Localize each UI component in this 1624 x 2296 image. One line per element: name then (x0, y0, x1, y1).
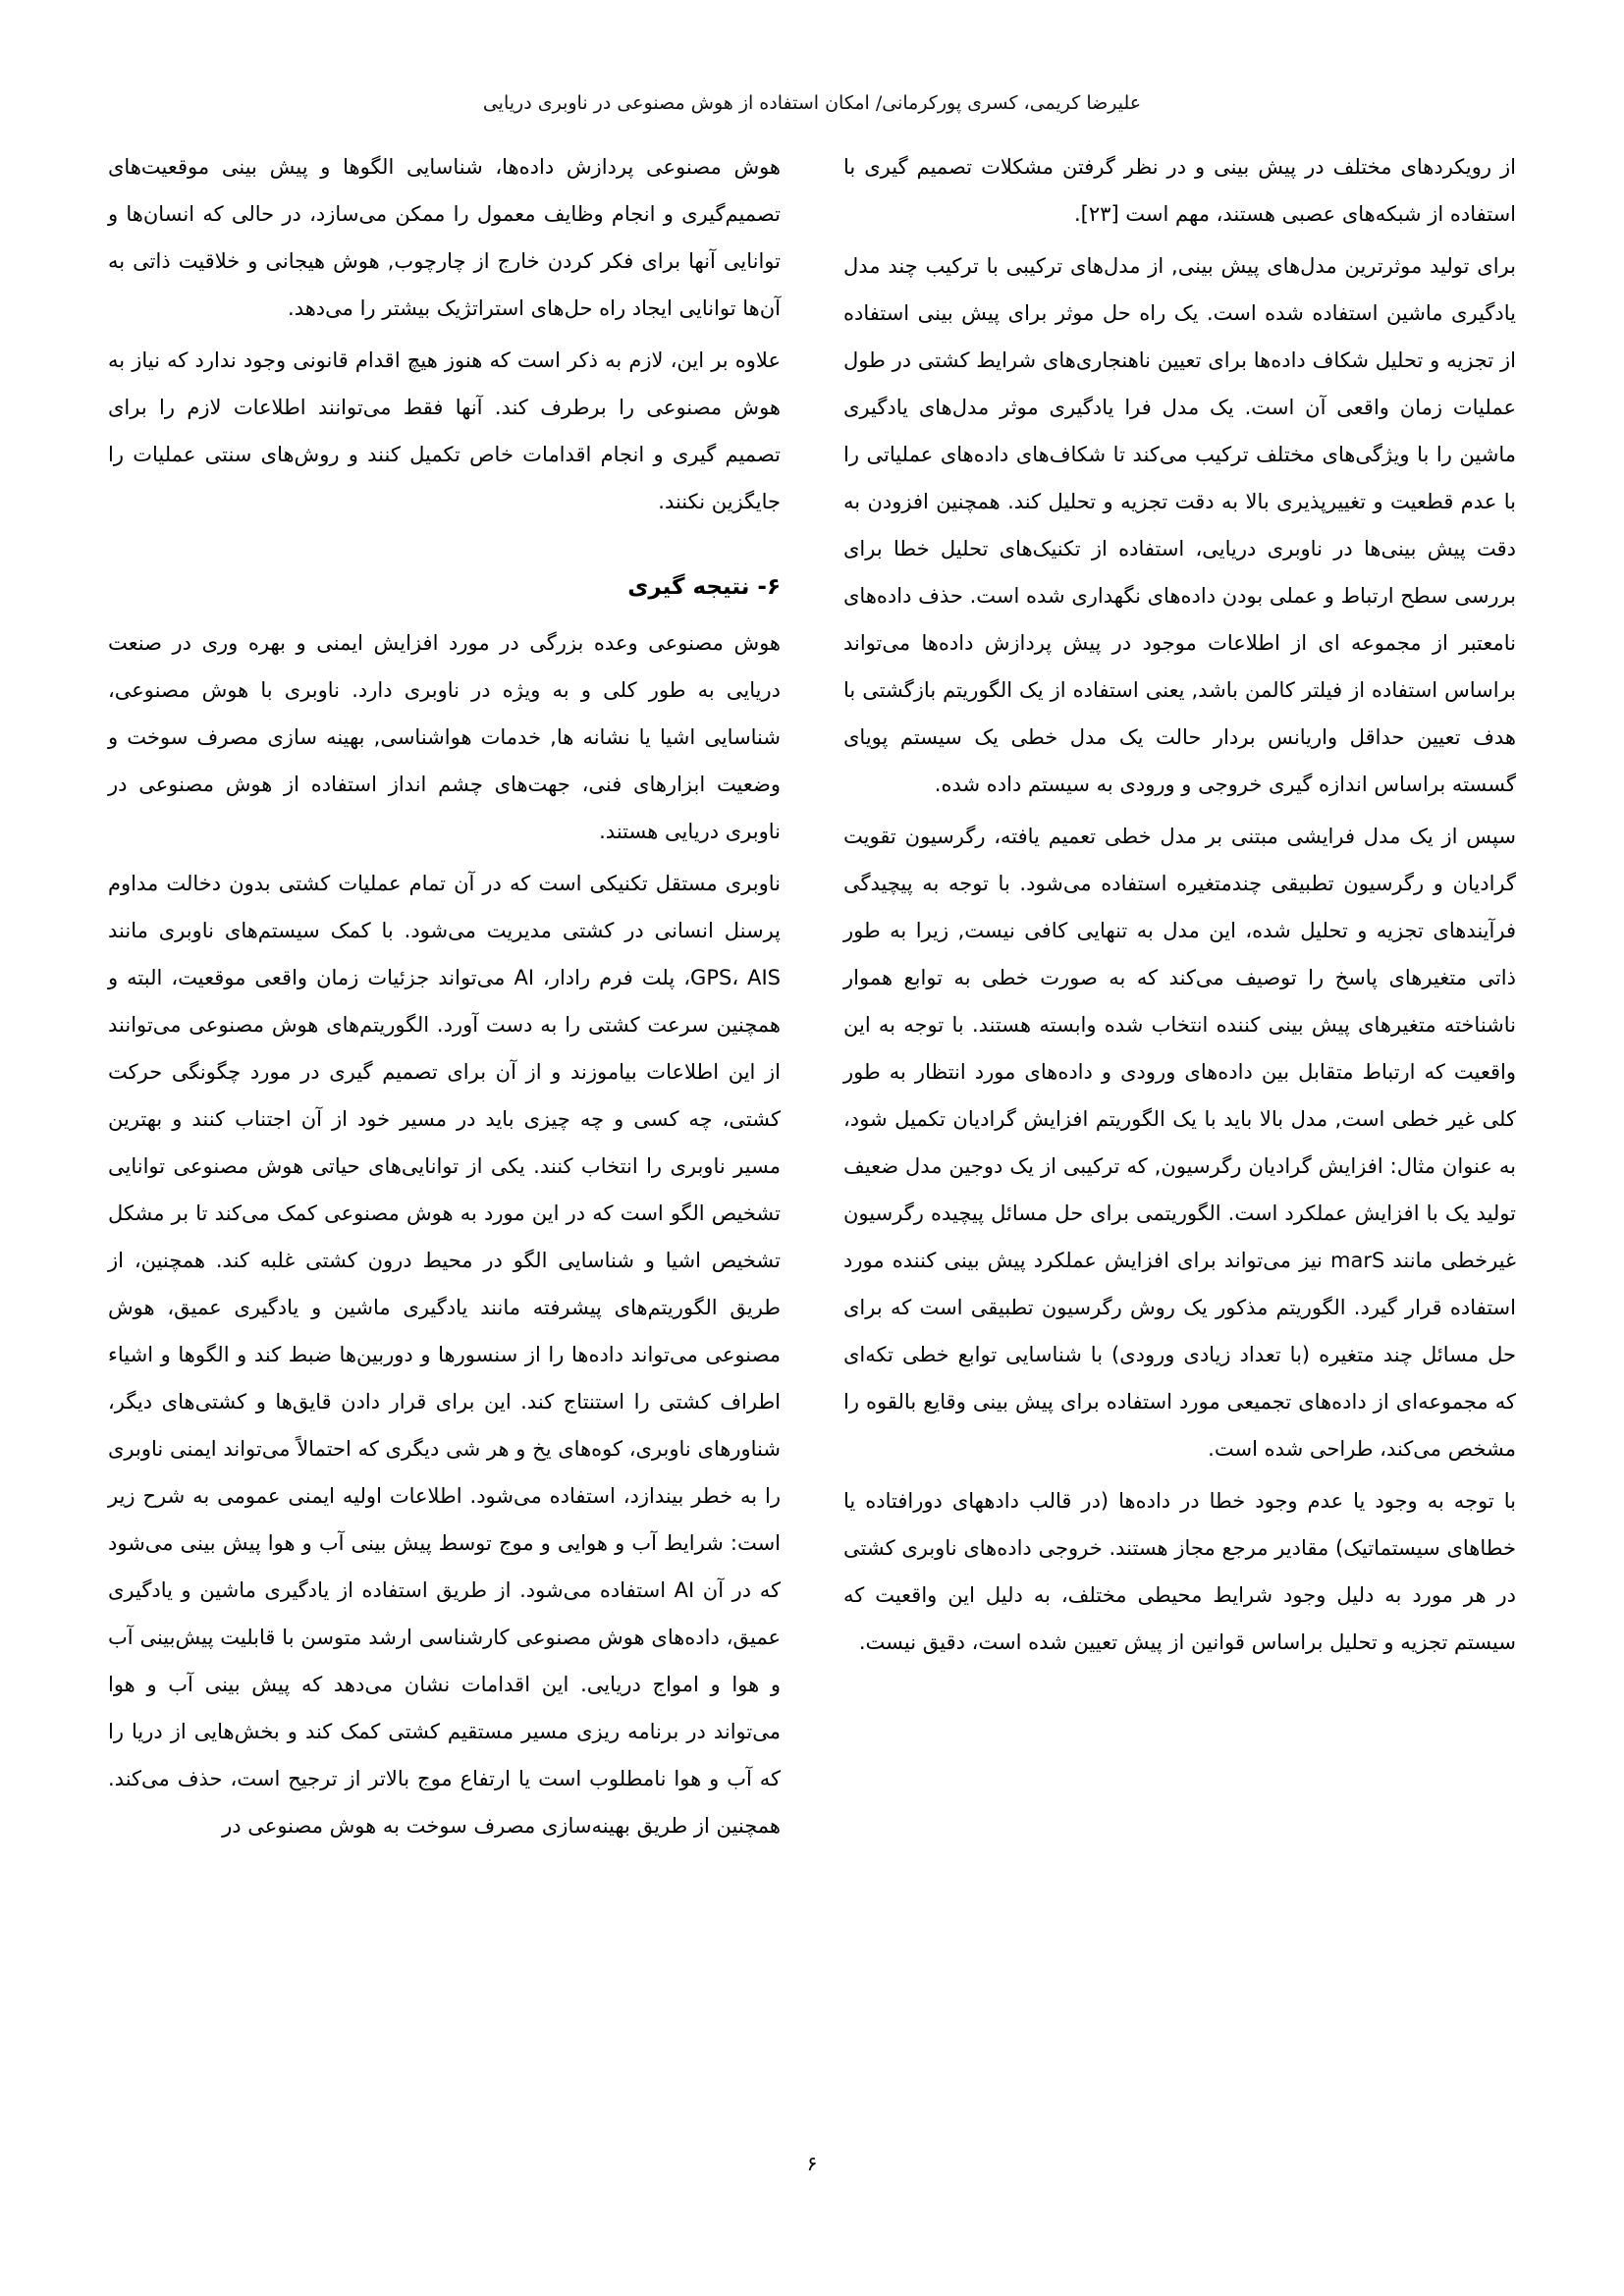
column-left (108, 143, 781, 1854)
paragraph: هوش مصنوعی وعده بزرگی در مورد افزایش ایمنی و بهره وری در صنعت دریایی به طور کلی و به ویژه در ناوبری دارد. ناوبری با هوش مصنوعی، شناسایی اشیا یا نشانه ها, خدمات هواشناسی, بهینه سازی مصرف سوخت و وضعیت ابزارهای فنی، جهت‌های چشم انداز استفاده از هوش مصنوعی در ناوبری دریایی هستند. (108, 631, 781, 843)
page-number: ۶ (806, 2152, 818, 2175)
running-header: علیرضا کریمی، کسری پورکرمانی/ امکان استفاده از هوش مصنوعی در ناوبری دریایی (482, 92, 1142, 114)
paragraph: علاوه بر این، لازم به ذکر است که هنوز هیچ اقدام قانونی وجود ندارد که نیاز به هوش مصنوعی را برطرف کند. آنها فقط می‌توانند اطلاعات لازم را برای تصمیم گیری و انجام اقدامات خاص تکمیل کنند و روش‌های سنتی عملیات را جایگزین نکنند. (108, 348, 781, 513)
column-right (843, 143, 1516, 1854)
paragraph: سپس از یک مدل فرایشی مبتنی بر مدل خطی تعمیم یافته، رگرسیون تقویت گرادیان و رگرسیون تطبیقی چندمتغیره استفاده می‌شود. با توجه به پیچیدگی فرآیندهای تجزیه و تحلیل شده، این مدل به تنهایی کافی نیست, زیرا به طور ذاتی متغیرهای پاسخ را توصیف می‌کند که به صورت خطی به توابع هموار ناشناخته متغیرهای پیش بینی کننده انتخاب شده وابسته هستند. با توجه به این واقعیت که ارتباط متقابل بین داده‌های ورودی و داده‌های مورد انتظار به طور کلی غیر خطی است, مدل بالا باید با یک الگوریتم افزایش گرادیان تکمیل شود، به عنوان مثال: افزایش گرادیان رگرسیون, که ترکیبی از یک دوجین مدل ضعیف تولید یک با افزایش عملکرد است. الگوریتمی برای حل مسائل پیچیده رگرسیون غیرخطی مانند marS نیز می‌تواند برای افزایش عملکرد پیش بینی کننده مورد استفاده قرار گیرد. الگوریتم مذکور یک روش رگرسیون تطبیقی است که برای حل مسائل چند متغیره (با تعداد زیادی ورودی) با شناسایی توابع خطی تکه‌ای که مجموعه‌ای از داده‌های تجمیعی مورد استفاده برای پیش بینی وقایع بالقوه را مشخص می‌کند، طراحی شده است. (843, 825, 1516, 1461)
paragraph: ناوبری مستقل تکنیکی است که در آن تمام عملیات کشتی بدون دخالت مداوم پرسنل انسانی در کشتی مدیریت می‌شود. با کمک سیستم‌های ناوبری مانند GPS، AIS، پلت فرم رادار، AI می‌تواند جزئیات زمان واقعی موقعیت، البته و همچنین سرعت کشتی را به دست آورد. الگوریتم‌های هوش مصنوعی می‌توانند از این اطلاعات بیاموزند و از آن برای تصمیم گیری در مورد چگونگی حرکت کشتی، چه کسی و چه چیزی باید در مسیر خود از آن اجتناب کنند و بهترین مسیر ناوبری را انتخاب کنند. یکی از توانایی‌های حیاتی هوش مصنوعی توانایی تشخیص الگو است که در این مورد به هوش مصنوعی کمک می‌کند تا بر مشکل تشخیص اشیا و شناسایی الگو در محیط درون کشتی غلبه کند. همچنین، از طریق الگوریتم‌های پیشرفته مانند یادگیری ماشین و یادگیری عمیق، هوش مصنوعی می‌تواند داده‌ها را از سنسورها و دوربین‌ها ضبط کند و الگوها و اشیاء اطراف کشتی را استنتاج کند. این برای قرار دادن قایق‌ها و کشتی‌های دیگر، شناورهای ناوبری، کوه‌های یخ و هر شی دیگری که احتمالاً می‌تواند ایمنی ناوبری را به خطر بیندازد، استفاده می‌شود. اطلاعات اولیه ایمنی عمومی به شرح زیر است: شرایط آب و هوایی و موج توسط پیش بینی آب و هوا پیش بینی می‌شود که در آن AI استفاده می‌شود. از طریق استفاده از یادگیری ماشین و یادگیری عمیق، داده‌های هوش مصنوعی کارشناسی ارشد متوسن با قابلیت پیش‌بینی آب و هوا و امواج دریایی. این اقدامات نشان می‌دهد که پیش بینی آب و هوا می‌تواند در برنامه ریزی مسیر مستقیم کشتی کمک کند و بخش‌هایی از دریا را که آب و هوا نامطلوب است یا ارتفاع موج بالاتر از ترجیح است، حذف می‌کند. همچنین از طریق بهینه‌سازی مصرف سوخت به هوش مصنوعی در (108, 872, 782, 1838)
paragraph: هوش مصنوعی پردازش داده‌ها، شناسایی الگوها و پیش بینی موقعیت‌های تصمیم‌گیری و انجام وظایف معمول را ممکن می‌سازد، در حالی که انسان‌ها و توانایی آنها برای فکر کردن خارج از چارچوب, هوش هیجانی و خلاقیت ذاتی به آن‌ها توانایی ایجاد راه حل‌های استراتژیک بیشتر را می‌دهد. (108, 155, 781, 320)
two-column-body (108, 143, 1516, 1854)
section-heading-conclusion: ۶- نتیجه گیری (627, 574, 781, 600)
paragraph: برای تولید موثرترین مدل‌های پیش بینی, از مدل‌های ترکیبی با ترکیب چند مدل یادگیری ماشین استفاده شده است. یک راه حل موثر برای پیش بینی استفاده از تجزیه و تحلیل شکاف داده‌ها برای تعیین ناهنجاری‌های شرایط کشتی در طول عملیات زمان واقعی آن است. یک مدل فرا یادگیری موثر مدل‌های یادگیری ماشین را با ویژگی‌های مختلف ترکیب می‌کند تا شکاف‌های داده‌های عملیاتی را با عدم قطعیت و تغییرپذیری بالا به دقت تجزیه و تحلیل کند. همچنین افزودن به دقت پیش بینی‌ها در ناوبری دریایی، استفاده از تکنیک‌های تحلیل خطا برای بررسی سطح ارتباط و عملی بودن داده‌های نگهداری شده است. حذف داده‌های نامعتبر از مجموعه ای از اطلاعات موجود در پیش پردازش داده‌ها می‌تواند براساس استفاده از فیلتر کالمن باشد, یعنی استفاده از یک الگوریتم بازگشتی با هدف تعیین حداقل واریانس بردار حالت یک مدل خطی یک سیستم پویای گسسته براساس اندازه گیری خروجی و ورودی به سیستم داده شده. (843, 254, 1516, 796)
paragraph: با توجه به وجود یا عدم وجود خطا در داده‌ها (در قالب دادههای دورافتاده یا خطاهای سیستماتیک) مقادیر مرجع مجاز هستند. خروجی داده‌های ناوبری کشتی در هر مورد به دلیل وجود شرایط محیطی مختلف، به دلیل این واقعیت که سیستم تجزیه و تحلیل براساس قوانین از پیش تعیین شده است، دقیق نیست. (843, 1489, 1516, 1654)
paragraph: از رویکردهای مختلف در پیش بینی و در نظر گرفتن مشکلات تصمیم گیری با استفاده از شبکه‌های عصبی هستند، مهم است [۲۳]. (843, 155, 1516, 226)
